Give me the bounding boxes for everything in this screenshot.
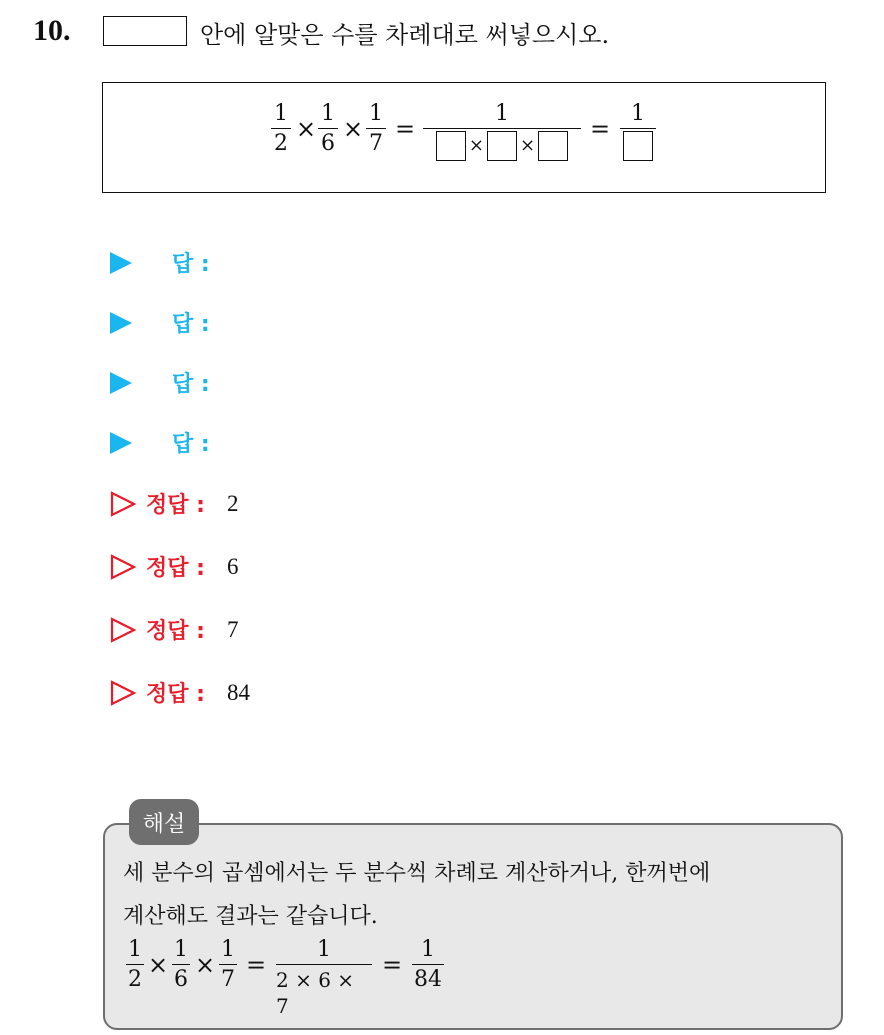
correct-answer-value: 7 bbox=[226, 616, 239, 642]
fraction-bar bbox=[276, 964, 372, 965]
fraction-denominator: 6 bbox=[321, 131, 335, 156]
correct-answer-row bbox=[110, 551, 238, 582]
fraction-1-6 bbox=[172, 937, 190, 993]
fraction-numerator: 1 bbox=[174, 937, 188, 962]
answer-label: 답 : bbox=[172, 312, 210, 337]
times-operator: × bbox=[468, 135, 484, 156]
fraction-denominator: 2 × 6 × 7 bbox=[276, 968, 355, 1018]
times-operator: × bbox=[195, 951, 216, 979]
correct-answer-value: 84 bbox=[226, 679, 250, 705]
fraction-bar bbox=[412, 964, 444, 965]
triangle-outline-icon bbox=[110, 554, 136, 580]
times-operator: × bbox=[296, 115, 317, 143]
question-number: 10. bbox=[33, 14, 71, 47]
equals-sign: = bbox=[246, 951, 267, 979]
correct-answer-value: 6 bbox=[226, 553, 239, 579]
fraction-1-6 bbox=[318, 101, 338, 157]
triangle-outline-icon bbox=[110, 491, 136, 517]
equals-sign: = bbox=[395, 115, 416, 143]
times-operator: × bbox=[520, 135, 536, 156]
fraction-blank-product bbox=[423, 101, 581, 161]
triangle-bullet-icon bbox=[110, 252, 132, 274]
blank-box-icon bbox=[103, 16, 187, 46]
correct-answer-label: 정답 : bbox=[146, 556, 205, 581]
correct-answer-row bbox=[110, 677, 250, 708]
fraction-denominator: 84 bbox=[414, 967, 442, 992]
blank-square-icon bbox=[436, 131, 466, 161]
fraction-denominator: 6 bbox=[174, 967, 188, 992]
equals-sign: = bbox=[382, 951, 403, 979]
blank-square-icon bbox=[487, 131, 517, 161]
correct-answer-row bbox=[110, 614, 238, 645]
fraction-numerator: 1 bbox=[128, 937, 142, 962]
answer-label: 답 : bbox=[172, 252, 210, 277]
answer-row bbox=[110, 247, 210, 278]
fraction-numerator: 1 bbox=[631, 101, 645, 126]
fraction-denominator: 2 bbox=[128, 967, 142, 992]
answer-row bbox=[110, 427, 210, 458]
triangle-bullet-icon bbox=[110, 312, 132, 334]
triangle-outline-icon bbox=[110, 617, 136, 643]
fraction-numerator: 1 bbox=[495, 101, 509, 126]
fraction-1-2 bbox=[126, 937, 144, 993]
fraction-1-7 bbox=[366, 101, 386, 157]
fraction-denominator: 2 bbox=[274, 131, 288, 156]
equals-sign: = bbox=[590, 115, 611, 143]
times-operator: × bbox=[343, 115, 364, 143]
fraction-product bbox=[276, 937, 372, 1019]
correct-answer-row bbox=[110, 488, 238, 519]
fraction-bar bbox=[423, 128, 581, 129]
blank-square-icon bbox=[623, 131, 653, 161]
correct-answer-label: 정답 : bbox=[146, 682, 205, 707]
question-text: 안에 알맞은 수를 차례대로 써넣으시오. bbox=[200, 21, 610, 49]
explanation-tab: 해설 bbox=[129, 799, 199, 845]
fraction-denominator: 7 bbox=[369, 131, 383, 156]
fraction-denominator: 7 bbox=[221, 967, 235, 992]
times-operator: × bbox=[148, 951, 169, 979]
fraction-numerator: 1 bbox=[421, 937, 435, 962]
fraction-numerator: 1 bbox=[369, 101, 383, 126]
blank-product-denominator bbox=[436, 131, 568, 161]
fraction-bar bbox=[126, 964, 144, 965]
fraction-bar bbox=[366, 128, 386, 129]
fraction-result bbox=[412, 937, 444, 993]
triangle-bullet-icon bbox=[110, 432, 132, 454]
fraction-numerator: 1 bbox=[221, 937, 235, 962]
fraction-bar bbox=[219, 964, 237, 965]
answer-label: 답 : bbox=[172, 432, 210, 457]
correct-answer-label: 정답 : bbox=[146, 493, 205, 518]
answer-label: 답 : bbox=[172, 372, 210, 397]
blank-final-denominator bbox=[623, 131, 653, 161]
fraction-bar bbox=[318, 128, 338, 129]
triangle-bullet-icon bbox=[110, 372, 132, 394]
correct-answer-value: 2 bbox=[226, 490, 239, 516]
fraction-bar bbox=[172, 964, 190, 965]
fraction-blank-final bbox=[620, 101, 656, 161]
fraction-1-7 bbox=[219, 937, 237, 993]
fraction-bar bbox=[271, 128, 291, 129]
fraction-numerator: 1 bbox=[317, 937, 331, 962]
answer-row bbox=[110, 307, 210, 338]
correct-answer-label: 정답 : bbox=[146, 619, 205, 644]
answer-row bbox=[110, 367, 210, 398]
formula-box bbox=[102, 82, 826, 193]
fraction-1-2 bbox=[271, 101, 291, 157]
fraction-numerator: 1 bbox=[321, 101, 335, 126]
triangle-outline-icon bbox=[110, 680, 136, 706]
explanation-line: 계산해도 결과는 같습니다. bbox=[123, 904, 378, 929]
fraction-bar bbox=[620, 128, 656, 129]
fraction-numerator: 1 bbox=[274, 101, 288, 126]
explanation-line: 세 분수의 곱셈에서는 두 분수씩 차례로 계산하거나, 한꺼번에 bbox=[123, 861, 711, 886]
blank-square-icon bbox=[538, 131, 568, 161]
